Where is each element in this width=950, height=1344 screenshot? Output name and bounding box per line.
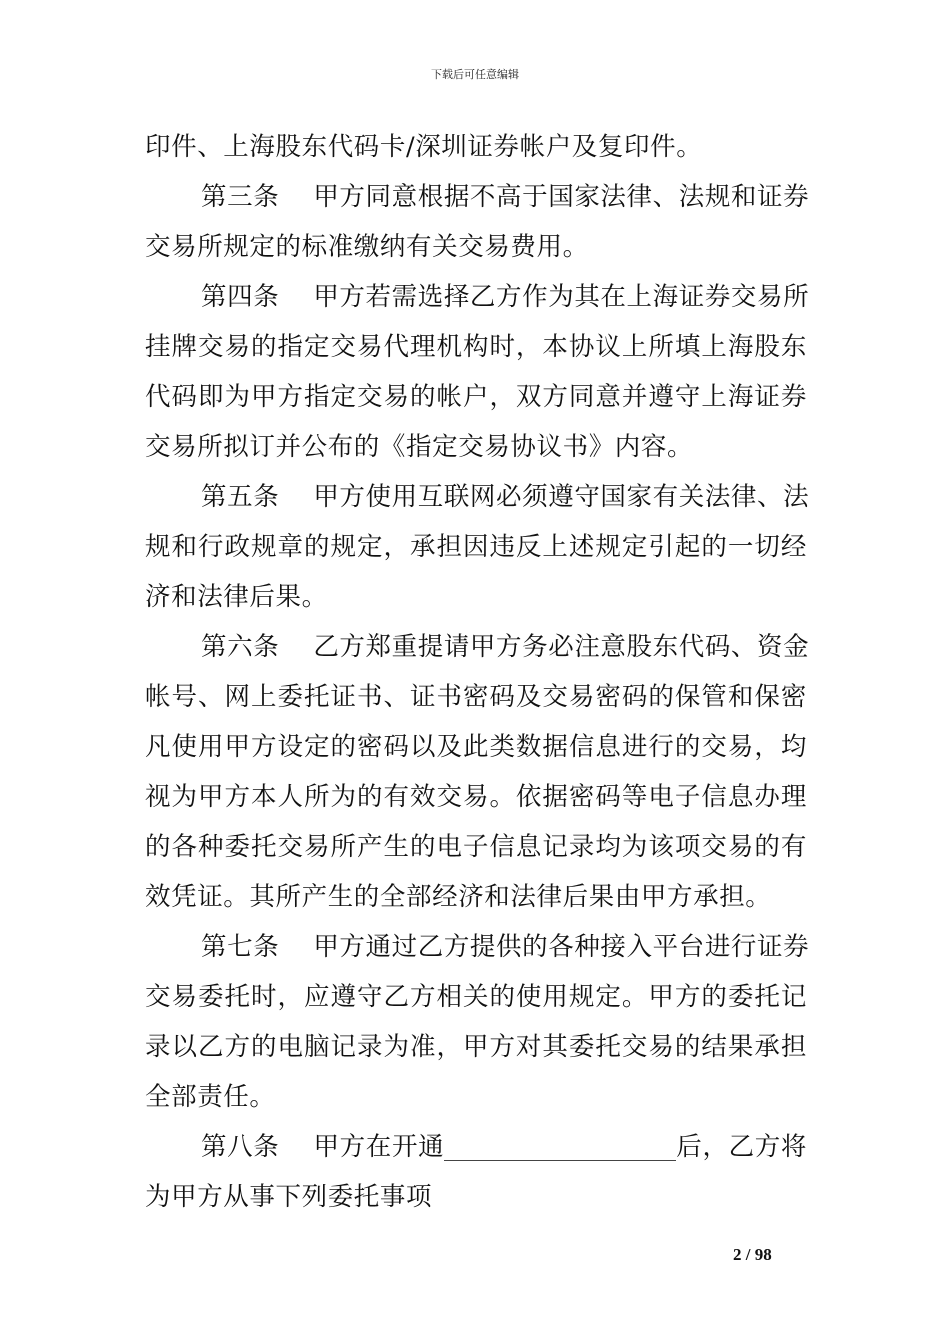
article-text: 甲方同意根据不高于国家法律、法规和证券: [313, 182, 810, 212]
article-number: 第八条: [201, 1132, 280, 1162]
article-6-line: [145, 622, 810, 672]
text-line: 全部责任。: [145, 1082, 276, 1112]
article-5-line: [145, 472, 810, 522]
document-body: [145, 122, 810, 1222]
article-text: 甲方使用互联网必须遵守国家有关法律、法: [313, 482, 810, 512]
text-line: 规和行政规章的规定，承担因违反上述规定引起的一切经: [145, 532, 807, 562]
article-8-line: [145, 1122, 807, 1172]
text-line: 代码即为甲方指定交易的帐户，双方同意并遵守上海证券: [145, 382, 807, 412]
article-number: 第五条: [201, 482, 280, 512]
fill-in-blank[interactable]: [444, 1130, 676, 1161]
text-line: 视为甲方本人所为的有效交易。依据密码等电子信息办理: [145, 782, 807, 812]
article-number: 第三条: [201, 182, 280, 212]
article-number: 第七条: [201, 932, 280, 962]
text-line: 印件、上海股东代码卡/深圳证券帐户及复印件。: [145, 132, 703, 162]
article-text-cont: 后，乙方将: [676, 1132, 807, 1162]
text-line: 交易所拟订并公布的《指定交易协议书》内容。: [145, 432, 694, 462]
page-number: 2 / 98: [733, 1245, 772, 1264]
text-line: 为甲方从事下列委托事项: [145, 1182, 433, 1212]
text-line: 录以乙方的电脑记录为准，甲方对其委托交易的结果承担: [145, 1032, 807, 1062]
article-4-line: [145, 272, 810, 322]
text-line: 交易所规定的标准缴纳有关交易费用。: [145, 232, 589, 262]
article-text: 乙方郑重提请甲方务必注意股东代码、资金: [313, 632, 810, 662]
text-line: 交易委托时，应遵守乙方相关的使用规定。甲方的委托记: [145, 982, 807, 1012]
article-number: 第六条: [201, 632, 280, 662]
text-line: 挂牌交易的指定交易代理机构时，本协议上所填上海股东: [145, 332, 807, 362]
text-line: 的各种委托交易所产生的电子信息记录均为该项交易的有: [145, 832, 807, 862]
text-line: 帐号、网上委托证书、证书密码及交易密码的保管和保密: [145, 682, 807, 712]
text-line: 效凭证。其所产生的全部经济和法律后果由甲方承担。: [145, 882, 772, 912]
article-text: 甲方若需选择乙方作为其在上海证券交易所: [313, 282, 810, 312]
page-header: 下载后可任意编辑: [431, 68, 519, 81]
article-3-line: [145, 172, 810, 222]
article-text: 甲方在开通: [313, 1132, 445, 1162]
text-line: 凡使用甲方设定的密码以及此类数据信息进行的交易，均: [145, 732, 807, 762]
article-7-line: [145, 922, 810, 972]
text-line: 济和法律后果。: [145, 582, 328, 612]
article-text: 甲方通过乙方提供的各种接入平台进行证券: [313, 932, 810, 962]
article-number: 第四条: [201, 282, 280, 312]
